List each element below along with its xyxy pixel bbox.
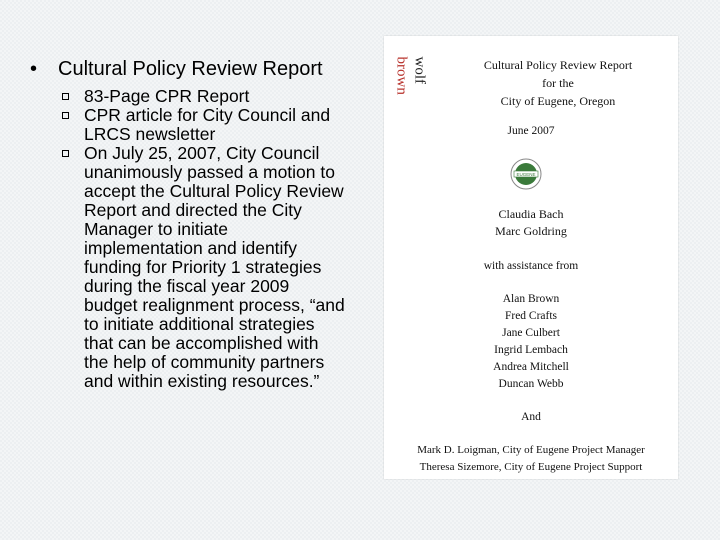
main-bullet-text: Cultural Policy Review Report [58,58,323,80]
sub-bullet-item [60,106,370,144]
sub-bullet-item [60,144,370,391]
square-bullet-icon [62,93,69,100]
report-cover-image [384,36,678,479]
seal-label: EUGENE [516,172,536,177]
logo-brown-text: brown [394,56,410,95]
bullet-list [30,57,370,391]
square-bullet-icon [62,112,69,119]
bullet-marker: • [30,58,38,80]
report-date: June 2007 [507,125,555,137]
square-bullet-icon [62,150,69,157]
assistants-list: Alan Brown Fred Crafts Jane Culbert Ingrid Lembach Andrea Mitchell Duncan Webb [493,293,569,390]
logo-wolf-text: wolf [411,56,428,84]
main-bullet [30,57,370,81]
report-title: Cultural Policy Review Report for the City of Eugene, Oregon [483,58,633,108]
sub-bullet-text: 83-Page CPR Report [84,86,250,106]
sub-bullet-text: CPR article for City Council and LRCS newsletter [84,105,331,144]
sub-bullet-list [60,87,370,391]
report-footer: Mark D. Loigman, City of Eugene Project Manager Theresa Sizemore, City of Eugene Project Support [417,444,645,473]
sub-bullet-item [60,87,370,106]
city-seal-icon [509,157,543,191]
report-authors: Claudia Bach Marc Goldring [495,207,567,238]
sub-bullet-text: On July 25, 2007, City Council unanimously passed a motion to accept the Cultural Policy Review Report and directed the City Manager to initiate implementation and identify funding for Priority 1 strategies during the fiscal year 2009 budget realignment process, “and to initiate additional strategies that can be accomplished with the help of community partners and within existing resources.” [84,143,345,391]
wolfbrown-logo [394,48,429,104]
assistance-label: with assistance from [483,260,579,272]
and-label: And [521,411,541,423]
